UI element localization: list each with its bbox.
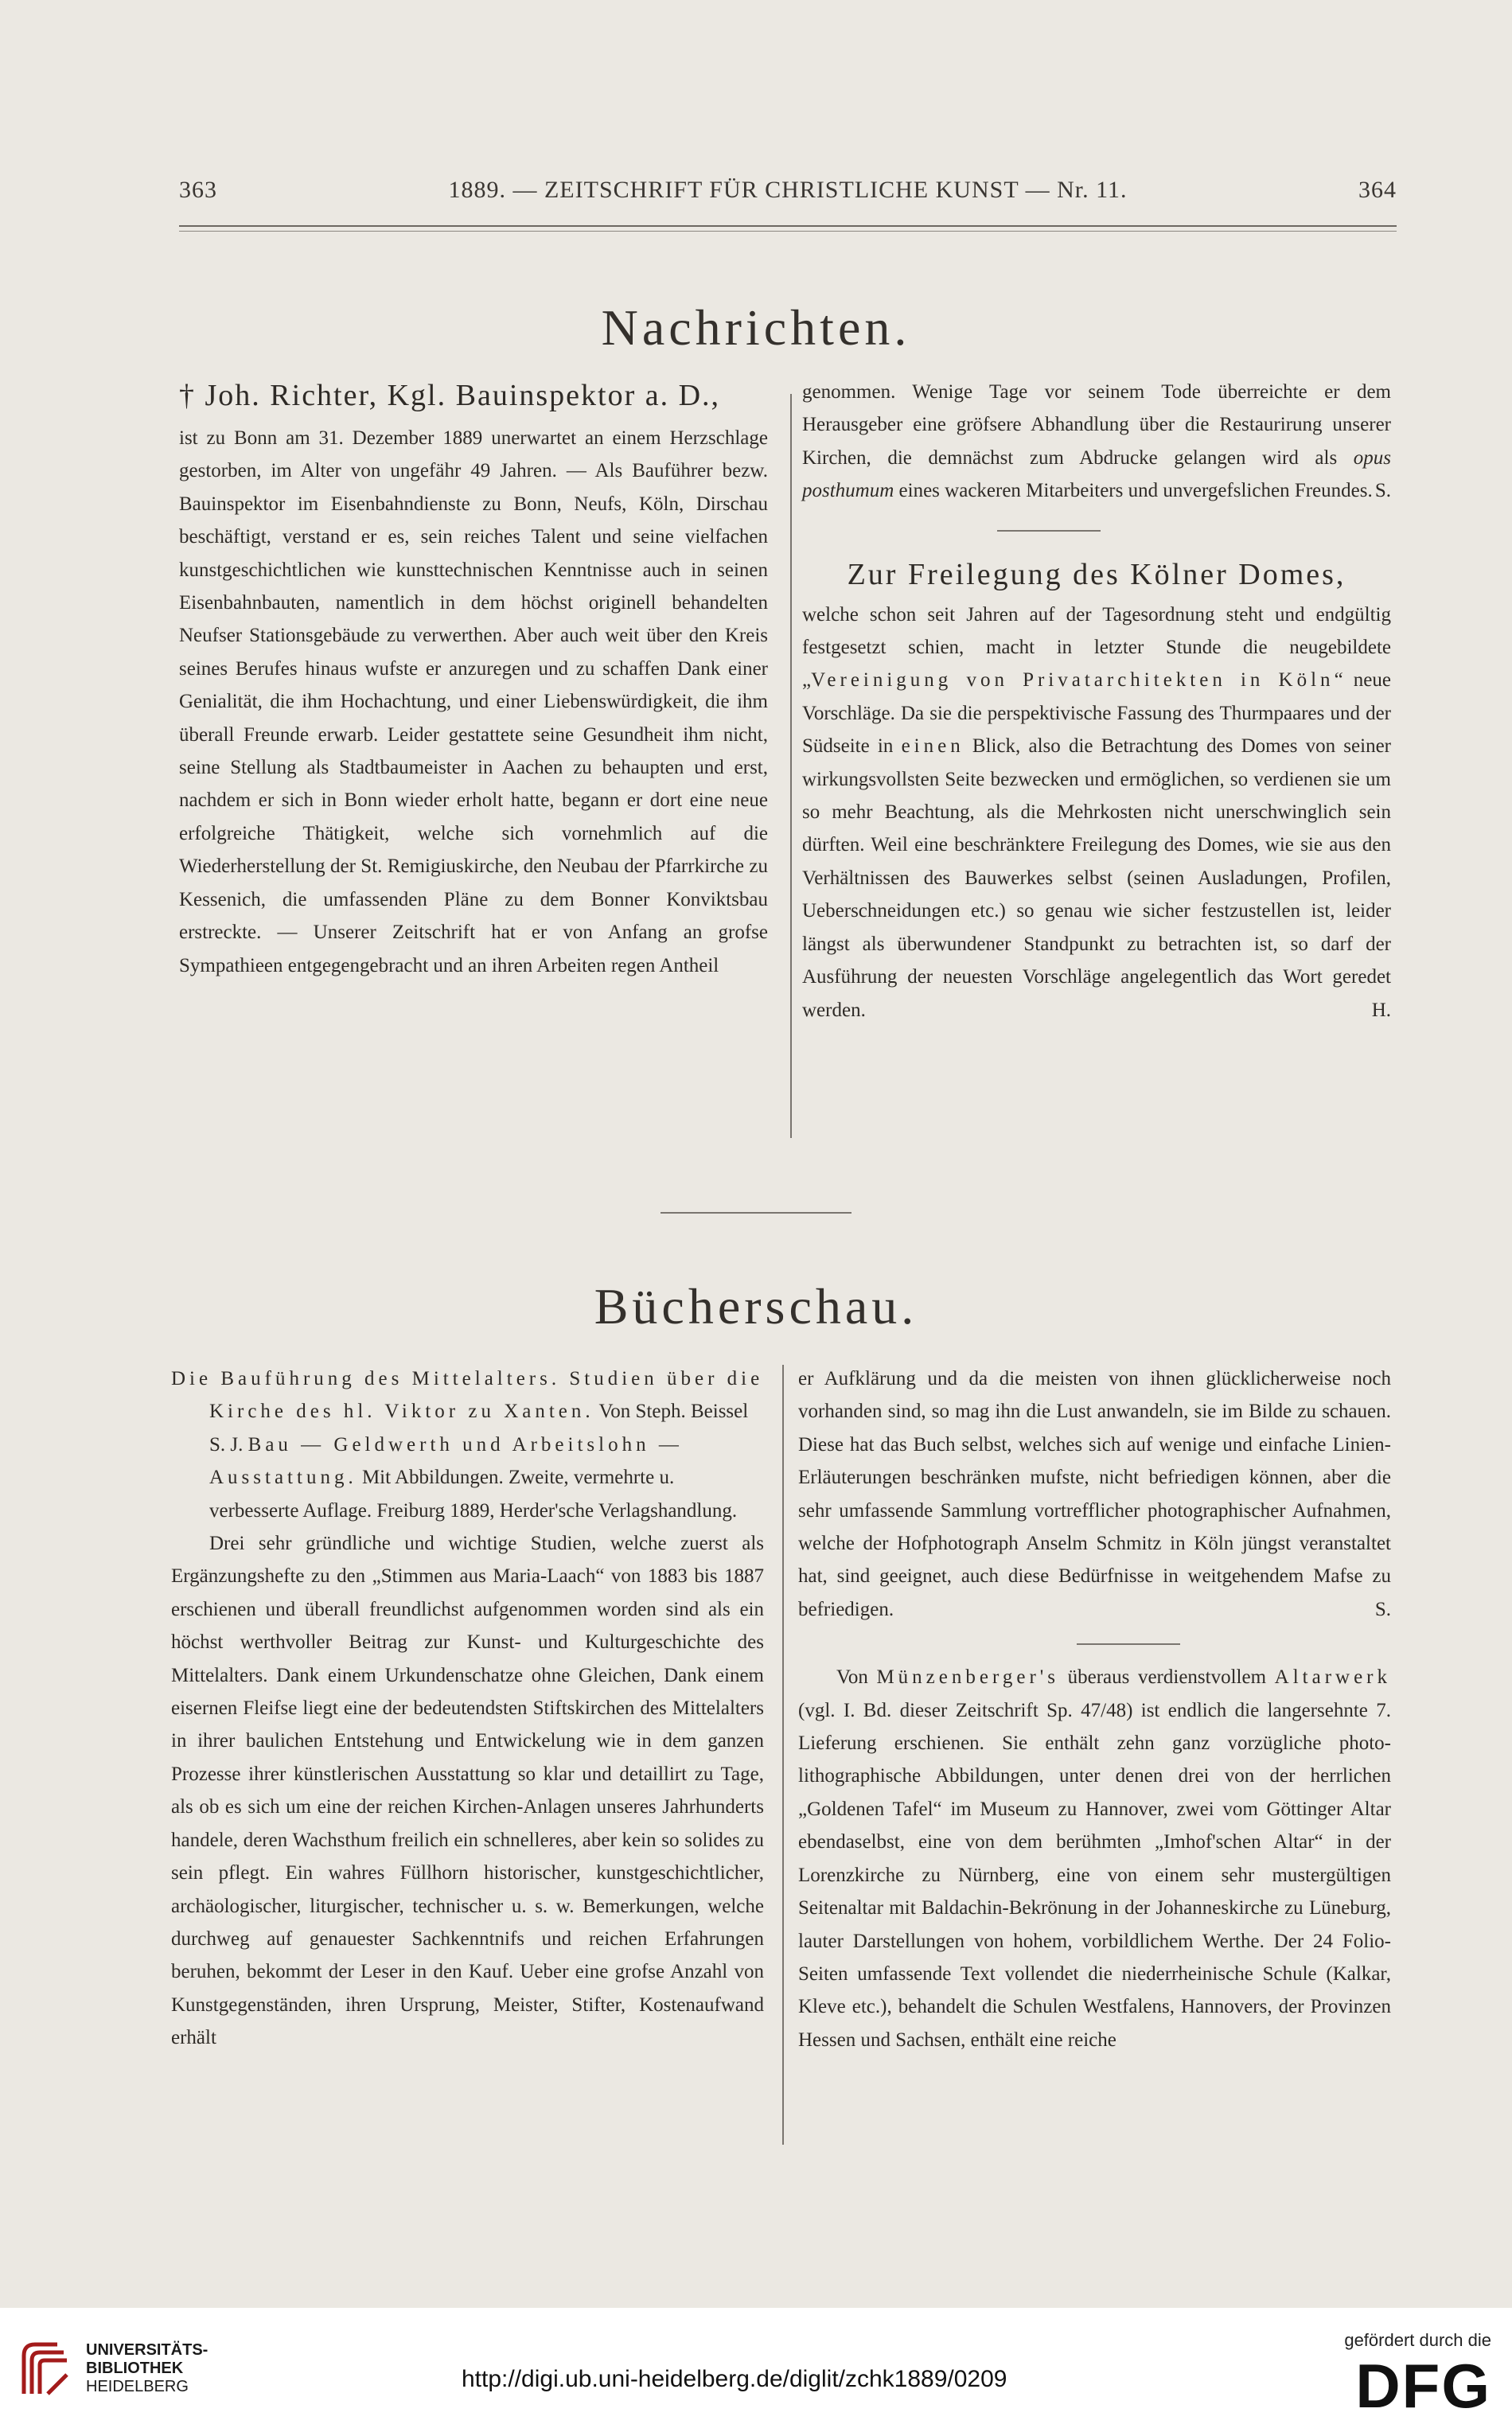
dom-text: welche schon seit Jahren auf der Tagesordnung steht und endgültig festgesetzt schien, macht in letzter Stunde die neugebildete „Vereinigung von Privatarchitekten in Köln“ neue Vorschläge. Da sie die perspektivische Fassung des Thurmpaares und der Südseite in einen Blick, also die Betrachtung des Domes von seiner wirkungsvollsten Seite bezwecken und ermöglichen, so verdienen sie um so mehr Beachtung, als die Mehrkosten nicht unerschwinglich sein dürften. Weil eine beschränktere Freilegung des Domes, wie sie aus den Verhältnissen des Bauwerkes selbst (seinen Ausladungen, Profilen, Ueberschneidungen etc.) so genau wie sicher festzustellen ist, leider längst als überwundener Standpunkt zu betrachten ist, so darf der Ausführung der neuesten Vorschläge angelegentlich das Wort geredet werden. H. — [802, 598, 1391, 1027]
divider-space — [802, 508, 1391, 549]
section-title-buecherschau: Bücherschau. — [594, 1278, 918, 1335]
book-review-text: Drei sehr gründliche und wichtige Studien, welche zuerst als Ergänzungshefte zu den „Stimmen aus Maria-Laach“ von 1883 bis 1887 erschienen und überall freundlichst aufgenommen worden sind als ein höchst werthvoller Beitrag zur Kunst- und Kulturgeschichte des Mittelalters. Dank einem Urkundenschatze ohne Gleichen, Dank einem eisernen Fleifse liegt eine der bedeutendsten Stiftskirchen des Mittelalters in ihrer baulichen Entstehung und Entwickelung wie in dem ganzen Prozesse ihrer künstlerischen Ausstattung so klar und detaillirt zu Tage, als ob es sich um eine der reichen Kirchen-Anlagen unseres Jahrhunderts handele, deren Wachsthum freilich ein schnelleres, aber kein so solides zu sein pflegt. Ein wahres Füllhorn historischer, kunstgeschichtlicher, archäologischer, liturgischer, technischer u. s. w. Bemerkungen, welche durchweg auf genauester Sachkenntnifs und reichen Erfahrungen beruhen, bekommt der Leser in den Kauf. Ueber eine grofse Anzahl von Kunstgegenständen, ihren Ursprung, Meister, Stifter, Kostenaufwand erhält — [171, 1533, 764, 2049]
digitization-footer — [0, 2308, 1512, 2428]
header-rule — [179, 225, 1397, 232]
funding-caption: gefördert durch die — [1344, 2330, 1491, 2350]
library-logo-icon — [18, 2338, 73, 2402]
dom-heading: Zur Freilegung des Kölner Domes, — [847, 557, 1346, 591]
library-name: UNIVERSITÄTS- BIBLIOTHEK HEIDELBERG — [86, 2341, 208, 2395]
buecherschau-left-column — [171, 1362, 764, 2055]
page-number-left: 363 — [179, 177, 217, 203]
obituary-continuation: genommen. Wenige Tage vor seinem Tode überreichte er dem Herausgeber eine gröfsere Abhandlung über die Restaurirung unserer Kirchen, die demnächst zum Abdrucke gelangen wird als opus posthumum eines wackeren Mitarbeiters und unvergefslichen Freundes. S. — [802, 376, 1391, 508]
author-signature: S. — [1374, 480, 1391, 502]
section-title-nachrichten: Nachrichten. — [601, 299, 911, 356]
author-signature: H. — [1371, 999, 1391, 1021]
column-divider — [790, 394, 792, 1138]
nachrichten-left-column — [179, 376, 768, 982]
book-review-continuation: er Aufklärung und da die meisten von ihnen glücklicherweise noch vorhanden sind, so mag ihn die Lust anwandeln, sie im Bilde zu schauen. Diese hat das Buch selbst, welches sich auf wenige und einfache Linien-Erläuterungen beschränken mufste, nicht befriedigen können, aber die sehr umfassende Sammlung vortrefflicher photographischer Aufnahmen, welche der Hofphotograph Anselm Schmitz in Köln jüngst veranstaltet hat, sind geeignet, auch diese Bedürfnisse in weitgehendem Mafse zu befriedigen. S. — [798, 1362, 1391, 1626]
section-divider — [661, 1212, 851, 1214]
nachrichten-right-column — [802, 376, 1391, 1027]
author-signature: S. — [1374, 1598, 1391, 1620]
altarwerk-review-text: Von Münzenberger's überaus verdienstvollem Altarwerk (vgl. I. Bd. dieser Zeitschrift Sp. 47/48) ist endlich die langersehnte 7. Lieferung erschienen. Sie enthält zehn ganz vorzügliche photo-lithographische Abbildungen, unter denen drei von der herrlichen „Goldenen Tafel“ im Museum zu Hannover, zwei vom Göttinger Altar ebendaselbst, eine von dem berühmten „Imhof'schen Altar“ in der Lorenzkirche zu Nürnberg, eine von einem sehr mustergültigen Seitenaltar mit Baldachin-Bekrönung in der Johanneskirche zu Lüneburg, lauter Darstellungen von hohem, vorbildlichem Werthe. Der 24 Folio-Seiten umfassende Text vollendet die niederrheinische Schule (Kalkar, Kleve etc.), behandelt die Schulen Westfalens, Hannovers, der Provinzen Hessen und Sachsen, enthält eine reiche — [798, 1666, 1391, 2051]
running-title: 1889. — ZEITSCHRIFT FÜR CHRISTLICHE KUNST — Nr. 11. — [448, 177, 1128, 203]
permalink-url[interactable]: http://digi.ub.uni-heidelberg.de/diglit/zchk1889/0209 — [462, 2366, 1007, 2392]
obituary-text: ist zu Bonn am 31. Dezember 1889 unerwartet an einem Herzschlage gestorben, im Alter von ungefähr 49 Jahren. — Als Bauführer bezw. Bauinspektor im Eisenbahndienste zu Bonn, Neufs, Köln, Dirschau beschäftigt, verstand er es, sein reiches Talent und seine vielfachen kunstgeschichtlichen wie kunsttechnischen Kenntnisse auch in seinen Eisenbahnbauten, namentlich in dem höchst originell behandelten Neufser Stationsgebäude zu verwerthen. Aber auch weit über den Kreis seines Berufes hinaus wufste er anzuregen und zu schaffen Dank einer Genialität, die ihm Hochachtung, und einer Liebenswürdigkeit, die ihm überall Freunde erwarb. Leider gestattete seine Gesundheit ihm nicht, seine Stellung als Stadtbaumeister in Aachen zu behaupten und erst, nachdem er sich in Bonn wieder erholt hatte, begann er dort eine neue erfolgreiche Thätigkeit, welche sich vornehmlich auf die Wiederherstellung der St. Remigiuskirche, den Neubau der Pfarrkirche zu Kessenich, die umfassenden Pläne zu dem Bonner Konviktsbau erstreckte. — Unserer Zeitschrift hat er von Anfang an grofse Sympathieen entgegengebracht und an ihren Arbeiten regen Antheil — [179, 427, 768, 976]
column-divider — [782, 1365, 784, 2145]
page-number-right: 364 — [1358, 177, 1397, 203]
dfg-logo: DFG — [1355, 2351, 1491, 2421]
buecherschau-right-column — [798, 1362, 1391, 2056]
running-head — [179, 177, 1397, 224]
obituary-heading: † Joh. Richter, Kgl. Bauinspektor a. D., — [179, 379, 721, 412]
divider-space — [798, 1626, 1391, 1661]
book-entry: Die Bauführung des Mittelalters. Studien über die Kirche des hl. Viktor zu Xanten. Von Steph. Beissel S. J. Bau — Geldwerth und Arbeitslohn — Ausstattung. Mit Abbildungen. Zweite, vermehrte u. verbesserte Auflage. Freiburg 1889, Herder'sche Verlagshandlung. — [171, 1368, 764, 1522]
short-divider — [1077, 1643, 1180, 1645]
italic-phrase: opus posthumum — [802, 446, 1391, 502]
short-divider — [997, 530, 1101, 532]
